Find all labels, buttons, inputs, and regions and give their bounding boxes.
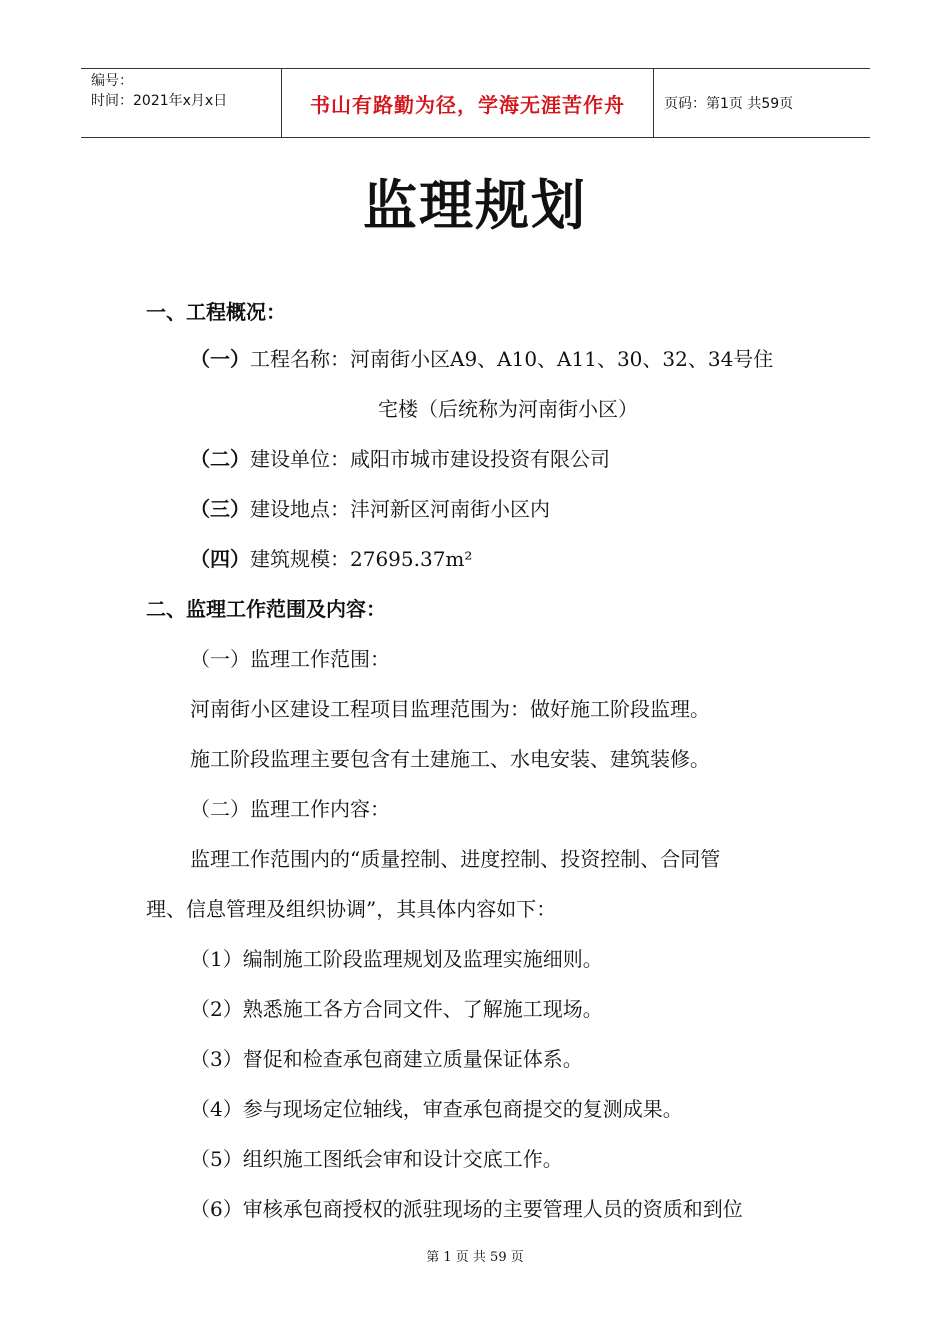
scale-text: 建筑规模：27695.37m²	[250, 547, 473, 571]
builder-text: 建设单位：咸阳市城市建设投资有限公司	[250, 447, 610, 471]
project-name-text: 工程名称：河南街小区A9、A10、A11、30、32、34号住	[250, 347, 774, 371]
item-number: （二）	[190, 447, 250, 471]
section-heading-scope: 二、监理工作范围及内容：	[146, 597, 386, 621]
paragraph-content: 监理工作范围内的“质量控制、进度控制、投资控制、合同管	[190, 847, 721, 871]
list-item-3: （3）督促和检查承包商建立质量保证体系。	[190, 1047, 583, 1071]
builder-line	[190, 444, 610, 474]
list-item-5: （5）组织施工图纸会审和设计交底工作。	[190, 1147, 563, 1171]
header-left-cell	[81, 69, 281, 137]
section-heading-overview: 一、工程概况：	[146, 300, 286, 324]
list-item-4: （4）参与现场定位轴线，审查承包商提交的复测成果。	[190, 1097, 683, 1121]
location-line	[190, 494, 550, 524]
project-name-continued: 宅楼（后统称为河南街小区）	[378, 397, 638, 421]
document-title: 监理规划	[363, 174, 587, 237]
subheading-content: （二）监理工作内容：	[190, 797, 390, 821]
paragraph-content-continued: 理、信息管理及组织协调”，其具体内容如下：	[146, 897, 557, 921]
header-motto: 书山有路勤为径，学海无涯苦作舟	[281, 69, 654, 137]
list-item-6: （6）审核承包商授权的派驻现场的主要管理人员的资质和到位	[190, 1197, 743, 1221]
time-label: 时间：2021年x月x日	[91, 93, 228, 109]
item-number: （四）	[190, 547, 250, 571]
subheading-scope: （一）监理工作范围：	[190, 647, 390, 671]
list-item-2: （2）熟悉施工各方合同文件、了解施工现场。	[190, 997, 603, 1021]
item-number: （一）	[190, 347, 250, 371]
number-label: 编号：	[91, 73, 133, 89]
header-page-info: 页码：第1页 共59页	[664, 96, 794, 112]
item-number: （三）	[190, 497, 250, 521]
location-text: 建设地点：沣河新区河南街小区内	[250, 497, 550, 521]
page-footer: 第 1 页 共 59 页	[426, 1250, 524, 1265]
paragraph-scope: 河南街小区建设工程项目监理范围为：做好施工阶段监理。	[190, 697, 710, 721]
paragraph-construction: 施工阶段监理主要包含有土建施工、水电安装、建筑装修。	[190, 747, 710, 771]
scale-line	[190, 544, 472, 574]
page-header	[81, 68, 870, 138]
list-item-1: （1）编制施工阶段监理规划及监理实施细则。	[190, 947, 603, 971]
project-name-line	[190, 344, 773, 374]
